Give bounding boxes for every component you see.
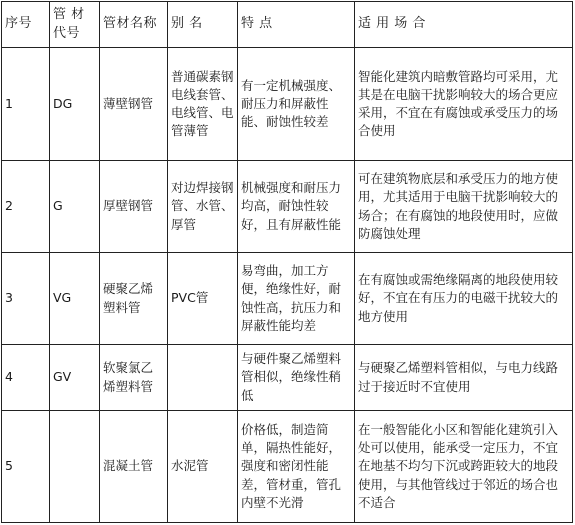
table-row xyxy=(2,48,573,161)
cell-code: VG xyxy=(50,253,100,345)
cell-features: 价格低，制造简单，隔热性能好，强度和密闭性能差，管材重，管孔内壁不光滑 xyxy=(238,411,355,523)
header-code-text: 管 材 代号 xyxy=(53,6,85,41)
cell-index: 1 xyxy=(2,48,50,161)
header-alias: 别 名 xyxy=(168,2,238,48)
cell-features: 有一定机械强度、耐压力和屏蔽性能、耐蚀性较差 xyxy=(238,48,355,161)
cell-usage: 在一般智能化小区和智能化建筑引入处可以使用，能承受一定压力，不宜在地基不均匀下沉或跨距较大的地段使用，与其他管线过于邻近的场合也不适合 xyxy=(355,411,573,523)
cell-alias: 对边焊接钢管、水管、厚管 xyxy=(168,161,238,253)
table-row xyxy=(2,161,573,253)
cell-alias: 普通碳素钢电线套管、电线管、电管薄管 xyxy=(168,48,238,161)
header-name: 管材名称 xyxy=(100,2,168,48)
cell-index: 4 xyxy=(2,345,50,411)
cell-features: 与硬件聚乙烯塑料管相似，绝缘性稍低 xyxy=(238,345,355,411)
cell-name: 混凝土管 xyxy=(100,411,168,523)
cell-index: 5 xyxy=(2,411,50,523)
cell-index: 3 xyxy=(2,253,50,345)
cell-name: 厚壁钢管 xyxy=(100,161,168,253)
cell-usage: 智能化建筑内暗敷管路均可采用，尤其是在电脑干扰影响较大的场合更应采用，不宜在有腐蚀或承受压力的场合使用 xyxy=(355,48,573,161)
cell-index: 2 xyxy=(2,161,50,253)
cell-code: DG xyxy=(50,48,100,161)
header-usage: 适 用 场 合 xyxy=(355,2,573,48)
cell-name: 薄壁钢管 xyxy=(100,48,168,161)
table-row xyxy=(2,253,573,345)
pipe-comparison-table xyxy=(1,1,573,523)
cell-alias: PVC管 xyxy=(168,253,238,345)
table-row xyxy=(2,345,573,411)
cell-features: 易弯曲，加工方便，绝缘性好，耐蚀性高，抗压力和屏蔽性能均差 xyxy=(238,253,355,345)
cell-name: 硬聚乙烯塑料管 xyxy=(100,253,168,345)
header-features: 特 点 xyxy=(238,2,355,48)
cell-features: 机械强度和耐压力均高，耐蚀性较好，且有屏蔽性能 xyxy=(238,161,355,253)
cell-name: 软聚氯乙烯塑料管 xyxy=(100,345,168,411)
cell-usage: 可在建筑物底层和承受压力的地方使用，尤其适用于电脑干扰影响较大的场合；在有腐蚀的地段使用时，应做防腐蚀处理 xyxy=(355,161,573,253)
header-row xyxy=(2,2,573,48)
cell-code xyxy=(50,411,100,523)
cell-code: GV xyxy=(50,345,100,411)
header-index: 序号 xyxy=(2,2,50,48)
cell-alias xyxy=(168,345,238,411)
header-code xyxy=(50,2,100,48)
cell-code: G xyxy=(50,161,100,253)
cell-usage: 在有腐蚀或需绝缘隔离的地段使用较好，不宜在有压力的电磁干扰较大的地方使用 xyxy=(355,253,573,345)
table-row xyxy=(2,411,573,523)
cell-usage: 与硬聚乙烯塑料管相似，与电力线路过于接近时不宜使用 xyxy=(355,345,573,411)
cell-alias: 水泥管 xyxy=(168,411,238,523)
